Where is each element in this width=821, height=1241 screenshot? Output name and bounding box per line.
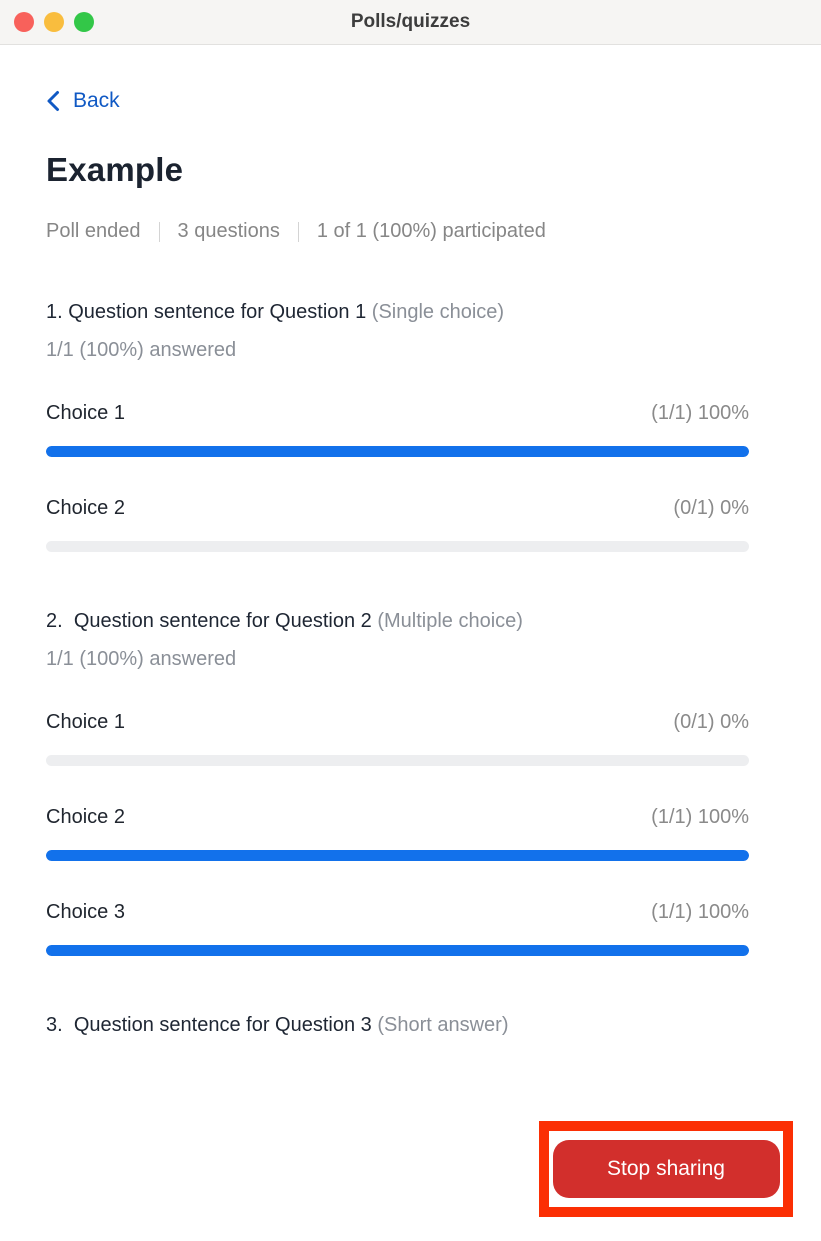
question-text: 1. Question sentence for Question 1 (46, 301, 367, 323)
result-bar (46, 446, 749, 457)
question-header (46, 299, 749, 326)
choice-stat: (1/1) 100% (651, 806, 749, 828)
choice-row (46, 711, 749, 766)
choice-row (46, 806, 749, 861)
question-text: 3. Question sentence for Question 3 (46, 1014, 372, 1036)
result-bar-fill (46, 446, 749, 457)
poll-meta (46, 220, 749, 243)
back-button[interactable] (46, 89, 120, 113)
choice-row (46, 901, 749, 956)
result-bar (46, 541, 749, 552)
question-header (46, 608, 749, 635)
answered-stat: 1/1 (100%) answered (46, 339, 237, 361)
window-titlebar (0, 0, 821, 45)
choice-label: Choice 2 (46, 497, 125, 519)
chevron-left-icon (46, 90, 60, 112)
window-controls (14, 0, 94, 44)
highlight-annotation (539, 1121, 793, 1217)
result-bar (46, 850, 749, 861)
zoom-button[interactable] (74, 12, 94, 32)
result-bar-fill (46, 850, 749, 861)
meta-divider (298, 222, 299, 242)
choice-stat: (1/1) 100% (651, 402, 749, 424)
question-type: (Short answer) (377, 1014, 509, 1036)
choice-stat: (0/1) 0% (673, 711, 749, 733)
page-title: Example (46, 151, 184, 188)
question-block-1 (46, 299, 749, 552)
question-type: (Multiple choice) (377, 610, 523, 632)
question-count: 3 questions (177, 220, 280, 242)
result-bar-fill (46, 945, 749, 956)
question-block-3 (46, 1012, 749, 1039)
choice-label: Choice 2 (46, 806, 125, 828)
question-text: 2. Question sentence for Question 2 (46, 610, 372, 632)
answered-stat: 1/1 (100%) answered (46, 648, 237, 670)
stop-sharing-button[interactable]: Stop sharing (553, 1140, 780, 1198)
back-label: Back (73, 89, 120, 112)
minimize-button[interactable] (44, 12, 64, 32)
choice-label: Choice 3 (46, 901, 125, 923)
question-block-2 (46, 608, 749, 956)
choice-stat: (1/1) 100% (651, 901, 749, 923)
meta-divider (159, 222, 160, 242)
poll-results-panel (0, 45, 821, 1039)
window-title: Polls/quizzes (350, 11, 471, 32)
choice-label: Choice 1 (46, 402, 125, 424)
result-bar (46, 755, 749, 766)
participation-stat: 1 of 1 (100%) participated (316, 220, 546, 242)
question-header (46, 1012, 749, 1039)
choice-stat: (0/1) 0% (673, 497, 749, 519)
choice-row (46, 402, 749, 457)
choice-label: Choice 1 (46, 711, 125, 733)
result-bar (46, 945, 749, 956)
choice-row (46, 497, 749, 552)
poll-status: Poll ended (46, 220, 141, 242)
question-type: (Single choice) (371, 301, 505, 323)
close-button[interactable] (14, 12, 34, 32)
